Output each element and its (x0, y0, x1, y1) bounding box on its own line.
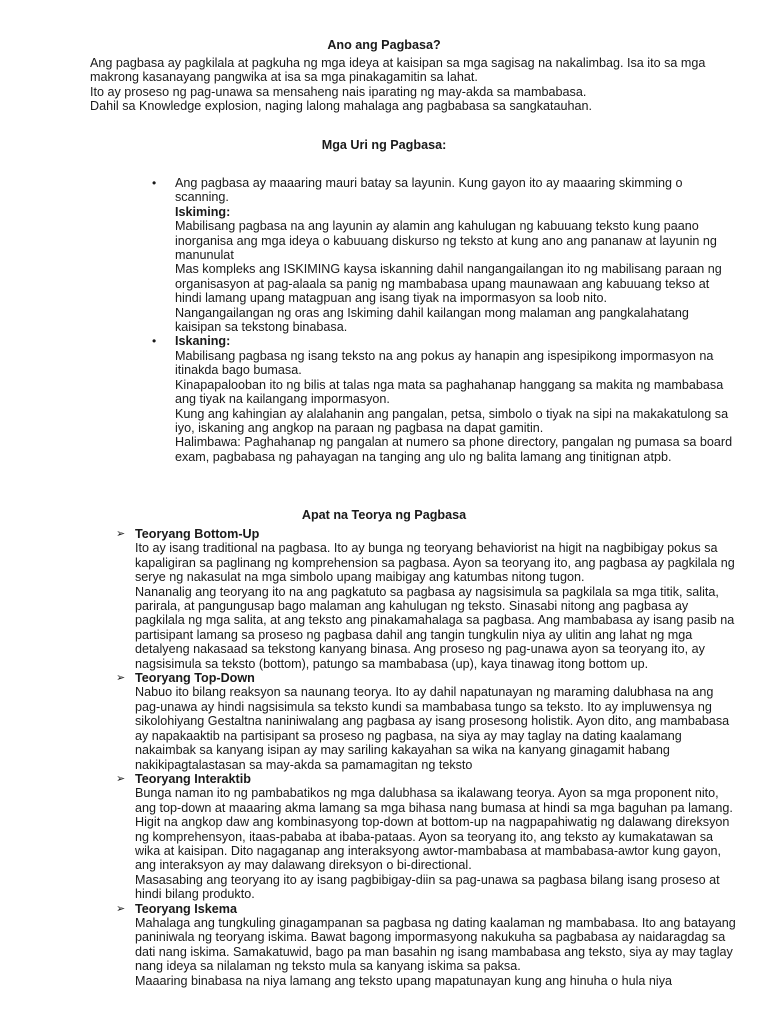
intro-paragraph: Ang pagbasa ay pagkilala at pagkuha ng mga ideya at kaisipan sa mga sagisag na nakalimbag. Isa ito sa mga makrong kasanayang pangwika at isa sa mga pinakagamitin sa lahat. (90, 56, 706, 85)
arrow-bullet-icon: ➢ (116, 902, 126, 915)
bullet-paragraph: Mas kompleks ang ISKIMING kaysa iskanning dahil nangangailangan ito ng mabilisang paraan ng organisasyon at pag-alaala sa panig ng mambabasa upang maunawaan ang kabuuang tekso at hindi lamang upang matagpuan ang isang tiyak na impormasyon sa loob nito. (175, 262, 722, 306)
intro-section (90, 56, 740, 114)
theory-title: Teoryang Bottom-Up (135, 527, 260, 541)
bullet-icon: • (152, 176, 157, 190)
theory-paragraph: Nabuo ito bilang reaksyon sa naunang teorya. Ito ay dahil napatunayan ng maraming dalubhasa na ang pag-unawa ay hindi nagsisimula sa teksto kundi sa mambabasa tungo sa teksto. Ito ay impluwensya ng sikolohiyang Gestaltna naniniwalang ang pagbasa ay isang prosesong holistik. Ayon dito, ang mambabasa ay napakaaktib na partisipant sa proseso ng pagbasa, na siya ay may taglay na dating kaalamang nakaimbak sa kanyang isipan ay may sariling kakayahan sa wika na kanyang ginagamit habang nakikipagtalastasan sa may-akda sa pamamagitan ng teksto (135, 685, 730, 772)
intro-paragraph: Ito ay proseso ng pag-unawa sa mensaheng nais iparating ng may-akda sa mambabasa. (90, 84, 587, 99)
bullet-item-iskaning (150, 334, 735, 464)
theory-item-iskema (116, 902, 736, 988)
theory-item-bottom-up (116, 527, 736, 671)
bullet-paragraph: Nangangailangan ng oras ang Iskiming dahil kailangan mong malaman ang pangkalahatang kaisipan sa tekstong binabasa. (175, 305, 689, 335)
arrow-bullet-icon: ➢ (116, 528, 126, 540)
theory-paragraph: Ito ay isang traditional na pagbasa. Ito ay bunga ng teoryang behaviorist na higit na nagbibigay pokus sa kapaligiran sa paglinang ng komprehension sa pagbasa. Ayon sa teoryang ito, ang pagbasa ay pagkilala ng serye ng nakasulat na mga simbolo upang maibigay ang katumbas nitong tugon. (135, 541, 735, 585)
theory-paragraph: Maaaring binabasa na niya lamang ang teksto upang mapatunayan kung ang hinuha o hula niya (135, 973, 673, 988)
theory-paragraph: Nananalig ang teoryang ito na ang pagkatuto sa pagbasa ay nagsisimula sa pagkilala sa mga titik, salita, parirala, at pangungusap bago malaman ang kahulugan ng teksto. Sinasabi nitong ang pagbasa ay pagkilala ng mga salita, at ang teksto ang pinakamahalaga sa pagbasa. Ang mambabasa ay isang pasib na partisipant lamang sa proseso ng pagbasa dahil ang tangin tungkulin niya ay ulitin ang lahat ng mga detalyeng nakasaad sa tekstong kanyang binasa. Ang proseso ng pag-unawa ayon sa teoryang ito, ay nagsisimula sa teksto (bottom), patungo sa mambabasa (up), kaya tinawag itong bottom up. (135, 584, 735, 671)
bullet-paragraph: Kung ang kahingian ay alalahanin ang pangalan, petsa, simbolo o tiyak na sipi na makakatulong sa iyo, iskaning ang angkop na paraan ng pagbasa na dapat gamitin. (175, 406, 729, 435)
intro-paragraph: Dahil sa Knowledge explosion, naging lalong mahalaga ang pagbabasa sa sangkatauhan. (90, 99, 593, 114)
subheading-iskaning: Iskaning: (175, 334, 231, 349)
theory-paragraph: Masasabing ang teoryang ito ay isang pagbibigay-diin sa pag-unawa sa pagbasa bilang isang proseso at hindi bilang produkto. (135, 872, 720, 902)
theory-title: Teoryang Iskema (135, 901, 237, 916)
arrow-bullet-icon: ➢ (116, 772, 126, 785)
theory-paragraph: Mahalaga ang tungkuling ginagampanan sa pagbasa ng dating kaalaman ng mambabasa. Ito ang batayang paniniwala ng teoryang iskima. Bawat bagong impormasyong nakukuha sa pagbabasa ay naidaragdag sa dati nang iskima. Samakatuwid, bago pa man basahin ng isang mambabasa ang teksto, siya ay may taglay nang ideya sa nilalaman ng teksto mula sa kanyang iskima sa paksa. (135, 915, 736, 974)
subheading-iskiming: Iskiming: (175, 204, 231, 219)
theory-title: Teoryang Top-Down (135, 671, 255, 686)
types-bullet-list (150, 176, 735, 464)
bullet-icon: • (152, 334, 157, 349)
heading-apat-na-teorya: Apat na Teorya ng Pagbasa (301, 508, 467, 522)
theories-list (116, 527, 736, 988)
theory-item-top-down (116, 671, 736, 772)
bullet-item-iskiming (150, 176, 735, 334)
bullet-lead-text: Ang pagbasa ay maaaring mauri batay sa layunin. Kung gayon ito ay maaaring skimming o scanning. (175, 176, 683, 205)
bullet-paragraph: Kinapapalooban ito ng bilis at talas nga mata sa paghahanap hanggang sa makita ng mambabasa ang tiyak na kailangang impormasyon. (175, 377, 724, 407)
theory-item-interaktib (116, 772, 736, 902)
theory-paragraph: Bunga naman ito ng pambabatikos ng mga dalubhasa sa ikalawang teorya. Ayon sa mga proponent nito, ang top-down at maaaring akma lamang sa mga bihasa nang bumasa at hindi sa mga baguhan pa lamang. Higit na angkop daw ang kombinasyong top-down at bottom-up na nagpapahiwatig ng dalawang direksyon ng komprehensyon, itaas-pababa at ibaba-pataas. Ayon sa teoryang ito, ang teksto ay kumakatawan sa wika at kaisipan. Dito nagaganap ang interaksyong awtor-mambabasa at mambabasa-awtor kung gayon, ang interaksyon ay may dalawang direksyon o bi-directional. (135, 786, 733, 873)
bullet-paragraph: Mabilisang pagbasa na ang layunin ay alamin ang kahulugan ng kabuuang teksto kung paano inorganisa ang mga ideya o kabuuang diskurso ng teksto at kung ano ang pananaw at layunin ng manunulat (175, 219, 717, 263)
bullet-paragraph: Mabilisang pagbasa ng isang teksto na ang pokus ay hanapin ang ispesipikong impormasyon na itinakda bago bumasa. (175, 348, 714, 378)
heading-ano-ang-pagbasa: Ano ang Pagbasa? (327, 38, 441, 52)
arrow-bullet-icon: ➢ (116, 672, 126, 685)
heading-mga-uri-ng-pagbasa: Mga Uri ng Pagbasa: (321, 138, 447, 152)
theory-title: Teoryang Interaktib (135, 771, 251, 786)
bullet-paragraph: Halimbawa: Paghahanap ng pangalan at numero sa phone directory, pangalan ng pumasa sa board exam, pagbabasa ng pahayagan na tanging ang ulo ng balita lamang ang tinitignan atpb. (175, 435, 733, 464)
